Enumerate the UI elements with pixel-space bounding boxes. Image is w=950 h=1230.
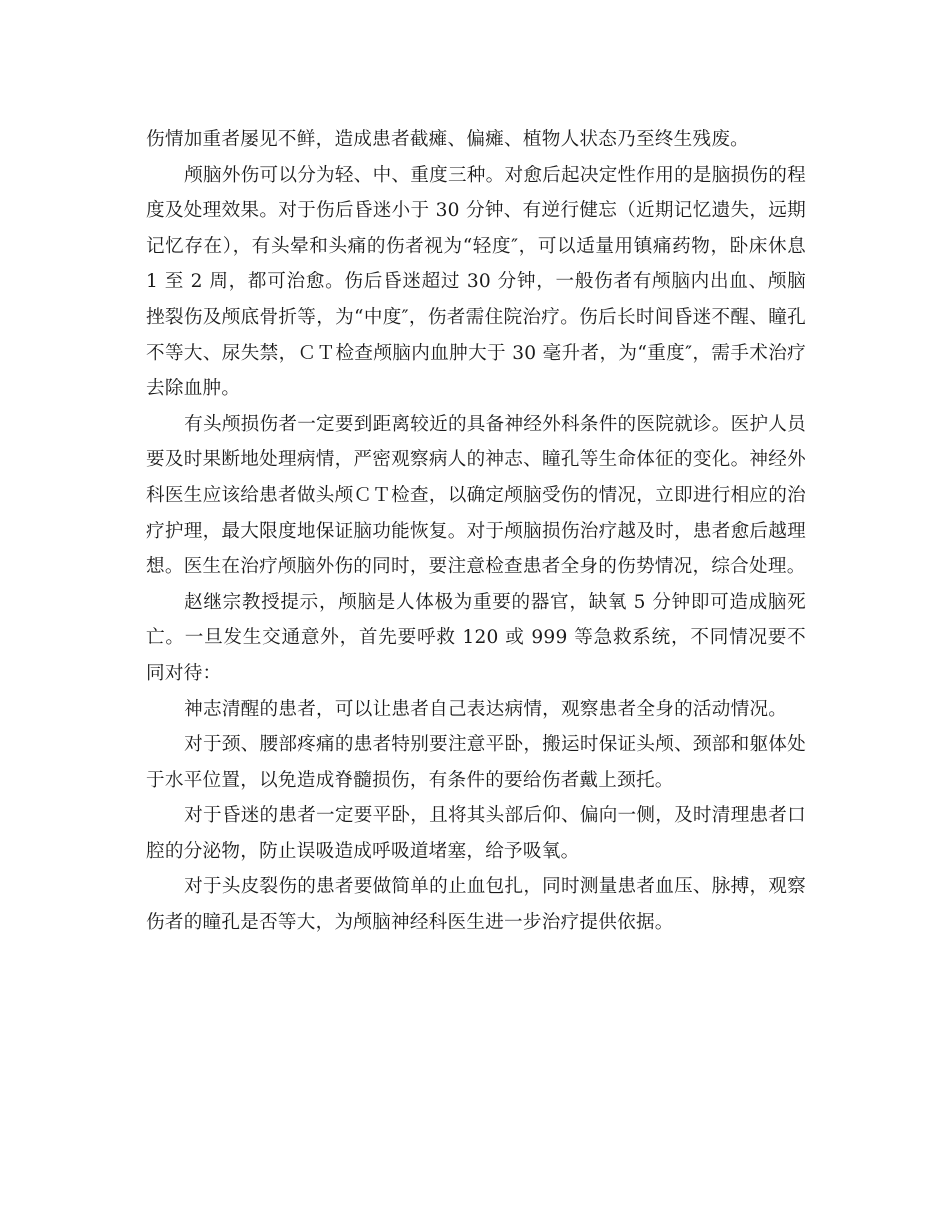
- paragraph-neck-back-pain: 对于颈、腰部疼痛的患者特别要注意平卧，搬运时保证头颅、颈部和躯体处于水平位置，以免造成脊髓损伤，有条件的要给伤者戴上颈托。: [146, 734, 806, 791]
- paragraph-hospital-treatment: 有头颅损伤者一定要到距离较近的具备神经外科条件的医院就诊。医护人员要及时果断地处理病情，严密观察病人的神志、瞳孔等生命体征的变化。神经外科医生应该给患者做头颅ＣＴ检查，以确定颅脑受伤的情况，立即进行相应的治疗护理，最大限度地保证脑功能恢复。对于颅脑损伤治疗越及时，患者愈后越理想。医生在治疗颅脑外伤的同时，要注意检查患者全身的伤势情况，综合处理。: [146, 413, 806, 578]
- paragraph-scalp-lacerations: 对于头皮裂伤的患者要做简单的止血包扎，同时测量患者血压、脉搏，观察伤者的瞳孔是否等大，为颅脑神经科医生进一步治疗提供依据。: [146, 876, 806, 934]
- paragraph-unconscious-patients: 对于昏迷的患者一定要平卧，且将其头部后仰、偏向一侧，及时清理患者口腔的分泌物，防止误吸造成呼吸道堵塞，给予吸氧。: [146, 805, 806, 862]
- paragraph-conscious-patients: 神志清醒的患者，可以让患者自己表达病情，观察患者全身的活动情况。: [184, 698, 788, 720]
- paragraph-injury-severity: 颅脑外伤可以分为轻、中、重度三种。对愈后起决定性作用的是脑损伤的程度及处理效果。对于伤后昏迷小于 30 分钟、有逆行健忘（近期记忆遗失，远期记忆存在），有头晕和头痛的伤者视为“轻度″，可以适量用镇痛药物，卧床休息 1 至 2 周，都可治愈。伤后昏迷超过 30 分钟，一般伤者有颅脑内出血、颅脑挫裂伤及颅底骨折等，为“中度″，伤者需住院治疗。伤后长时间昏迷不醒、瞳孔不等大、尿失禁，ＣＴ检查颅脑内血肿大于 30 毫升者，为“重度″，需手术治疗去除血肿。: [146, 164, 806, 400]
- paragraph-continuation: 伤情加重者屡见不鲜，造成患者截瘫、偏瘫、植物人状态乃至终生残废。: [146, 129, 750, 150]
- document-body: [146, 122, 806, 941]
- paragraph-expert-advice: 赵继宗教授提示，颅脑是人体极为重要的器官，缺氧 5 分钟即可造成脑死亡。一旦发生交通意外，首先要呼救 120 或 999 等急救系统，不同情况要不同对待：: [146, 591, 806, 684]
